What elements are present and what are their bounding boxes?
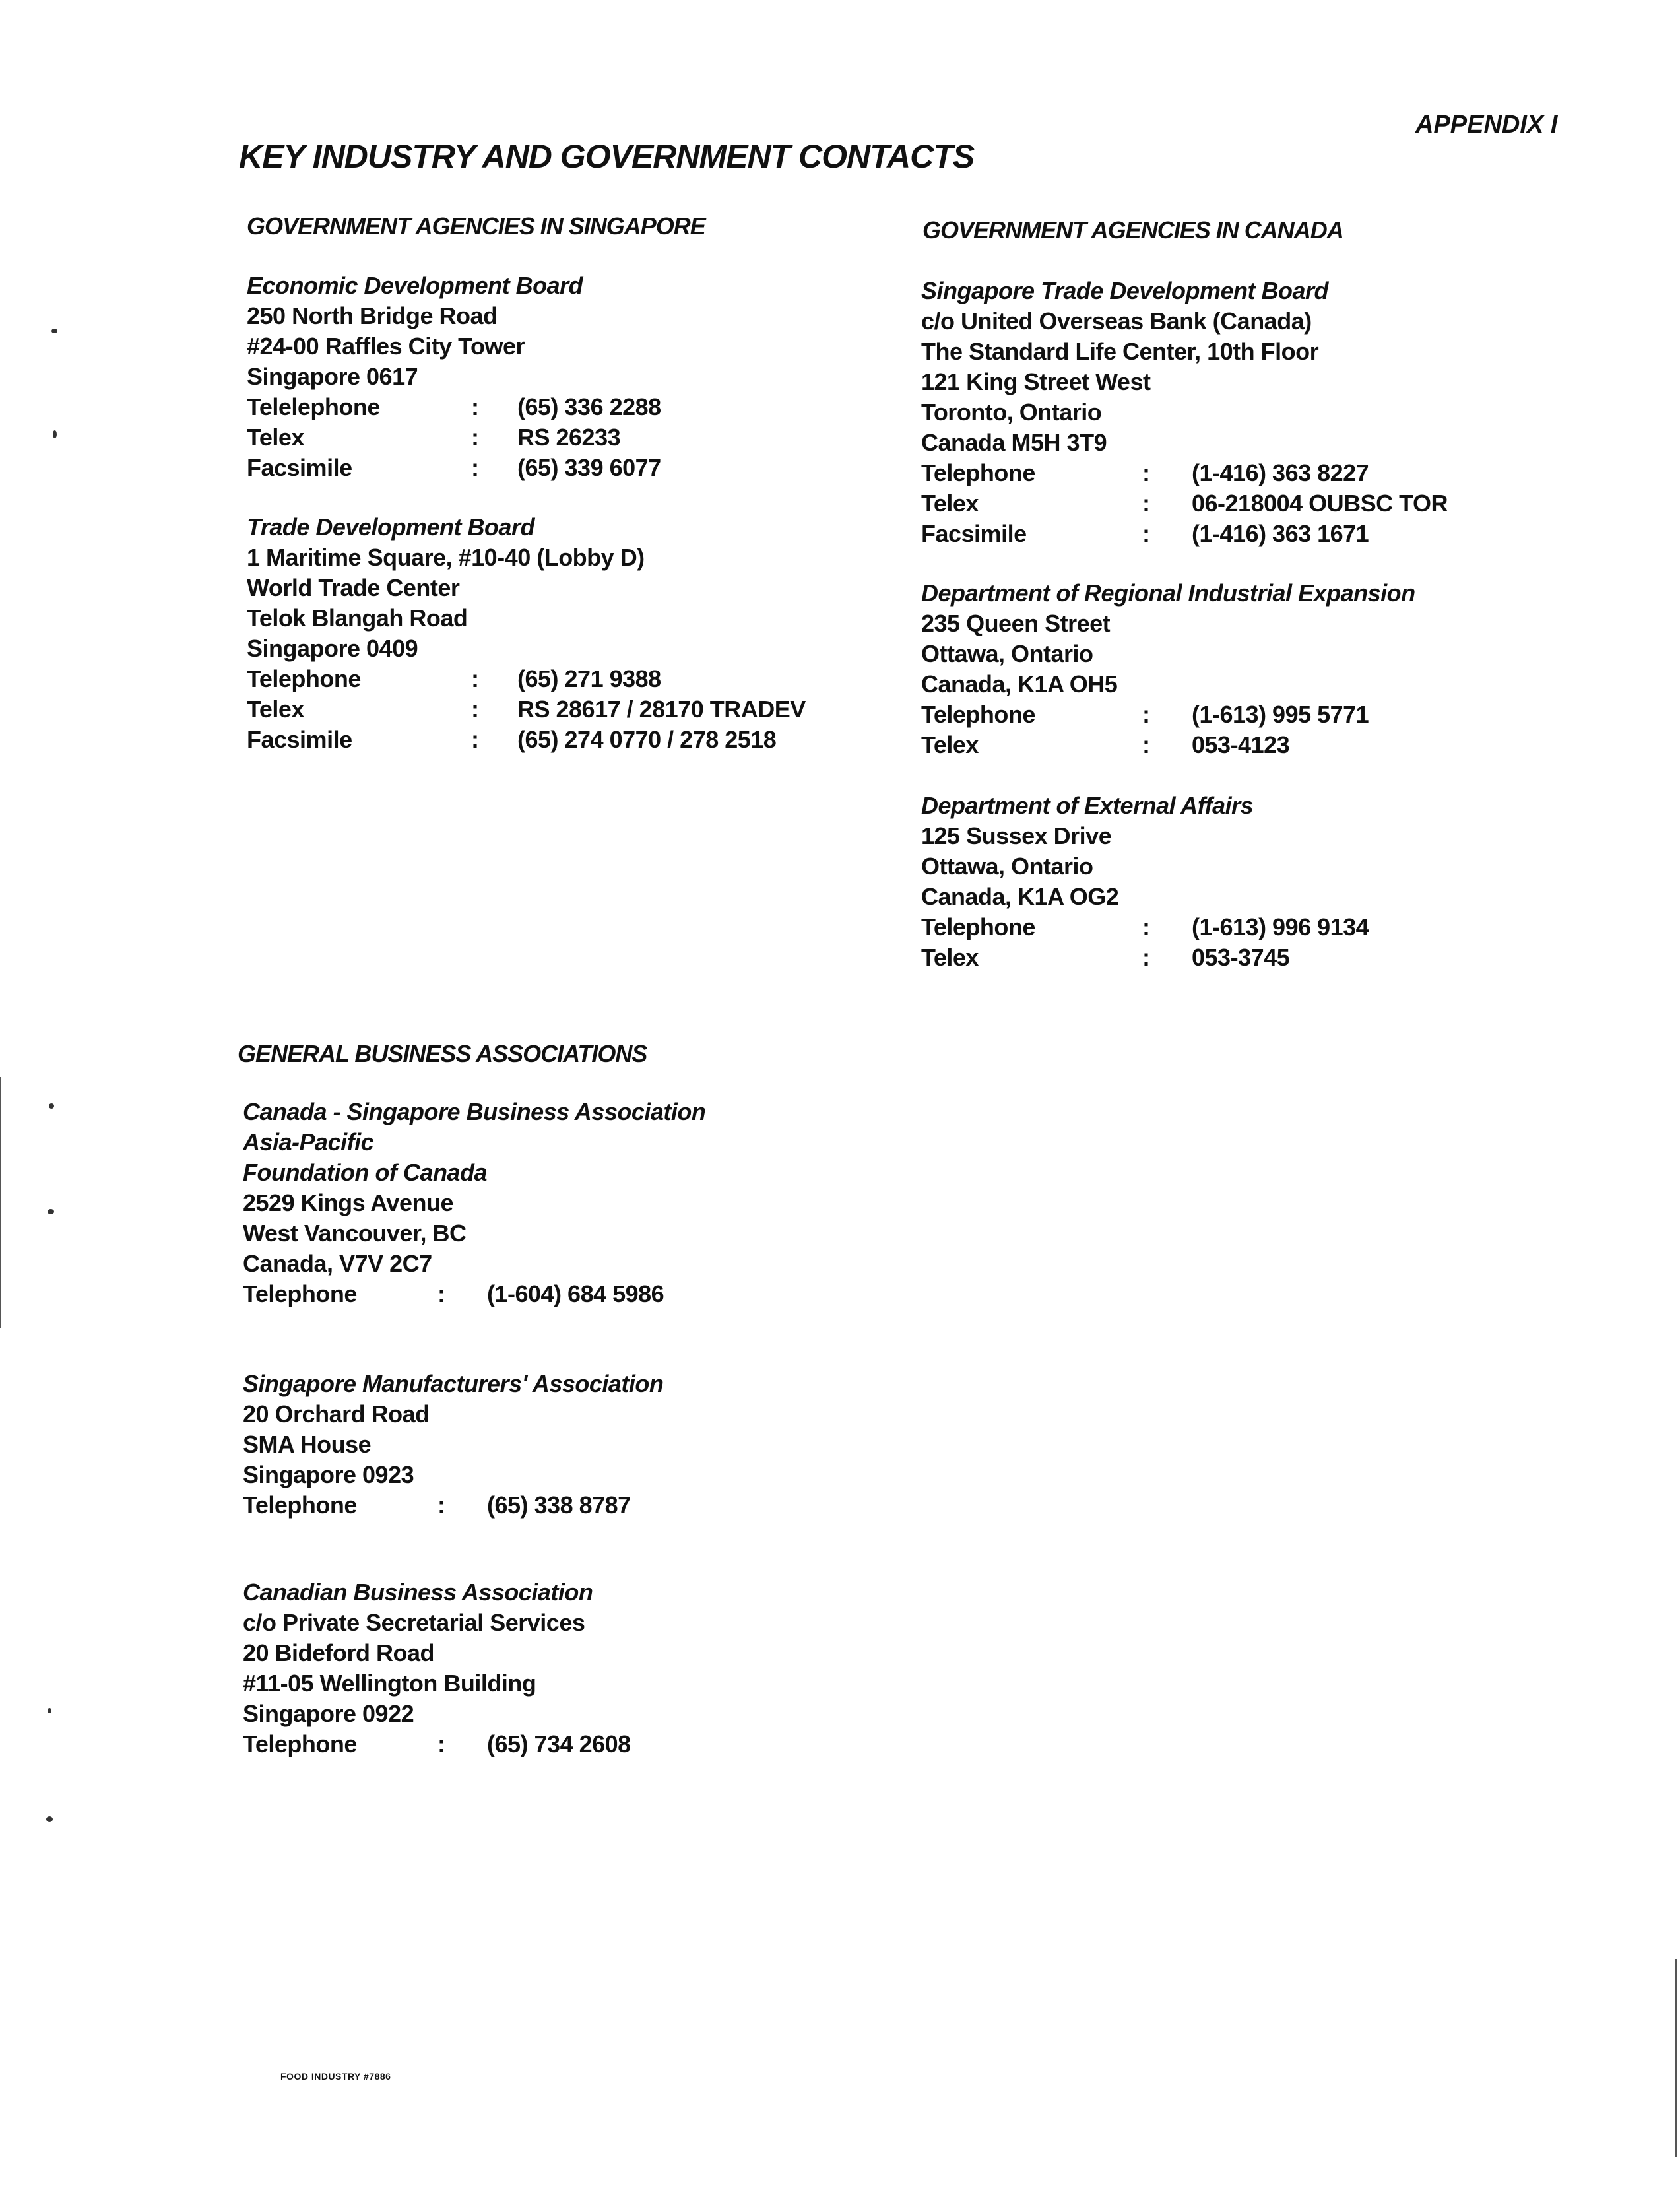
- separator: :: [471, 454, 479, 481]
- separator: :: [471, 696, 479, 723]
- address-line: West Vancouver, BC: [243, 1220, 467, 1247]
- contact-canada-singapore-business-association: [243, 1097, 705, 1309]
- separator: :: [437, 1280, 445, 1307]
- address-line: Ottawa, Ontario: [921, 640, 1093, 667]
- address-line: Canada, K1A OH5: [921, 671, 1118, 698]
- contact-row: [247, 664, 806, 694]
- contact-row: [247, 694, 806, 725]
- separator: :: [471, 393, 479, 420]
- telephone-label: Telephone: [921, 459, 1035, 486]
- org-name: Department of Regional Industrial Expansion: [921, 579, 1415, 607]
- telex-label: Telex: [921, 944, 979, 971]
- telephone-label: Telephone: [921, 913, 1035, 940]
- address-line: SMA House: [243, 1431, 372, 1458]
- telephone-value: (65) 271 9388: [517, 665, 661, 692]
- separator: :: [437, 1730, 445, 1757]
- contact-row: [247, 453, 661, 483]
- telex-value: RS 26233: [517, 424, 621, 451]
- org-name: Canadian Business Association: [243, 1579, 593, 1606]
- separator: :: [471, 665, 479, 692]
- address-line: Canada M5H 3T9: [921, 429, 1107, 456]
- contact-row: [921, 912, 1369, 942]
- contact-row: [243, 1729, 631, 1759]
- contact-row: [921, 942, 1369, 973]
- telex-value: 06-218004 OUBSC TOR: [1192, 490, 1448, 517]
- address-line: Toronto, Ontario: [921, 399, 1102, 426]
- contact-row: [921, 519, 1448, 549]
- telephone-label: Telephone: [243, 1492, 357, 1519]
- telex-label: Telex: [921, 490, 979, 517]
- contact-row: [243, 1279, 705, 1309]
- facsimile-label: Facsimile: [247, 454, 352, 481]
- org-name: Singapore Manufacturers' Association: [243, 1370, 664, 1397]
- telephone-value: (1-613) 995 5771: [1192, 701, 1369, 728]
- address-line: Singapore 0409: [247, 635, 418, 662]
- scan-speck: [51, 329, 57, 333]
- facsimile-label: Facsimile: [921, 520, 1027, 547]
- contact-canadian-business-association: [243, 1577, 631, 1759]
- heading-singapore: GOVERNMENT AGENCIES IN SINGAPORE: [247, 213, 705, 240]
- footer-code: FOOD INDUSTRY #7886: [280, 2071, 391, 2082]
- telephone-value: (65) 734 2608: [487, 1730, 631, 1757]
- telex-label: Telex: [921, 731, 979, 758]
- org-name: Foundation of Canada: [243, 1159, 487, 1186]
- separator: :: [1142, 520, 1150, 547]
- address-line: c/o United Overseas Bank (Canada): [921, 308, 1312, 335]
- facsimile-value: (65) 274 0770 / 278 2518: [517, 726, 777, 753]
- org-name: Department of External Affairs: [921, 792, 1254, 819]
- telex-value: 053-3745: [1192, 944, 1290, 971]
- separator: :: [471, 726, 479, 753]
- appendix-label: APPENDIX I: [1415, 111, 1558, 139]
- telephone-label: Telephone: [247, 665, 361, 692]
- telex-value: RS 28617 / 28170 TRADEV: [517, 696, 806, 723]
- telephone-label: Telephone: [243, 1730, 357, 1757]
- telephone-value: (1-604) 684 5986: [487, 1280, 664, 1307]
- address-line: Canada, K1A OG2: [921, 883, 1119, 910]
- scan-speck: [48, 1209, 54, 1214]
- telephone-label: Telephone: [243, 1280, 357, 1307]
- scan-speck: [49, 1103, 54, 1109]
- contact-department-regional-industrial-expansion: [921, 578, 1415, 760]
- telephone-label: Telephone: [921, 701, 1035, 728]
- contact-row: [921, 730, 1415, 760]
- address-line: 1 Maritime Square, #10-40 (Lobby D): [247, 544, 645, 571]
- separator: :: [1142, 944, 1150, 971]
- telephone-value: (65) 338 8787: [487, 1492, 631, 1519]
- address-line: 125 Sussex Drive: [921, 822, 1112, 849]
- telex-value: 053-4123: [1192, 731, 1290, 758]
- contact-row: [921, 700, 1415, 730]
- contact-row: [247, 725, 806, 755]
- contact-singapore-trade-development-board: [921, 276, 1448, 549]
- telephone-value: (65) 336 2288: [517, 393, 661, 420]
- org-name: Trade Development Board: [247, 513, 534, 541]
- contact-singapore-manufacturers-association: [243, 1369, 663, 1521]
- heading-business-associations: GENERAL BUSINESS ASSOCIATIONS: [238, 1040, 647, 1067]
- address-line: Telok Blangah Road: [247, 605, 468, 632]
- org-name: Canada - Singapore Business Association: [243, 1098, 706, 1125]
- page-title: KEY INDUSTRY AND GOVERNMENT CONTACTS: [239, 138, 975, 175]
- scan-edge: [0, 1077, 1, 1328]
- address-line: 121 King Street West: [921, 368, 1151, 395]
- facsimile-label: Facsimile: [247, 726, 352, 753]
- heading-canada: GOVERNMENT AGENCIES IN CANADA: [922, 216, 1343, 244]
- separator: :: [471, 424, 479, 451]
- address-line: #11-05 Wellington Building: [243, 1670, 536, 1697]
- org-name: Economic Development Board: [247, 272, 583, 299]
- address-line: The Standard Life Center, 10th Floor: [921, 338, 1319, 365]
- facsimile-value: (1-416) 363 1671: [1192, 520, 1369, 547]
- address-line: 20 Orchard Road: [243, 1400, 430, 1427]
- contact-trade-development-board: [247, 512, 806, 755]
- scan-speck: [53, 430, 57, 438]
- address-line: Singapore 0923: [243, 1461, 414, 1488]
- separator: :: [1142, 701, 1150, 728]
- address-line: Canada, V7V 2C7: [243, 1250, 432, 1277]
- separator: :: [1142, 459, 1150, 486]
- facsimile-value: (65) 339 6077: [517, 454, 661, 481]
- scan-edge: [1675, 1959, 1677, 2157]
- contact-department-external-affairs: [921, 791, 1369, 973]
- scan-speck: [46, 1816, 53, 1822]
- address-line: c/o Private Secretarial Services: [243, 1609, 585, 1636]
- address-line: Singapore 0922: [243, 1700, 414, 1727]
- address-line: #24-00 Raffles City Tower: [247, 333, 525, 360]
- address-line: 20 Bideford Road: [243, 1639, 435, 1666]
- address-line: Ottawa, Ontario: [921, 853, 1093, 880]
- separator: :: [1142, 490, 1150, 517]
- address-line: 2529 Kings Avenue: [243, 1189, 453, 1216]
- address-line: World Trade Center: [247, 574, 460, 601]
- contact-row: [921, 488, 1448, 519]
- contact-row: [243, 1490, 663, 1521]
- address-line: 250 North Bridge Road: [247, 302, 498, 329]
- telex-label: Telex: [247, 696, 304, 723]
- telephone-value: (1-613) 996 9134: [1192, 913, 1369, 940]
- separator: :: [1142, 731, 1150, 758]
- separator: :: [437, 1492, 445, 1519]
- separator: :: [1142, 913, 1150, 940]
- org-name: Asia-Pacific: [243, 1129, 374, 1156]
- address-line: Singapore 0617: [247, 363, 418, 390]
- telephone-label: Telelephone: [247, 393, 380, 420]
- contact-row: [247, 392, 661, 422]
- telephone-value: (1-416) 363 8227: [1192, 459, 1369, 486]
- org-name: Singapore Trade Development Board: [921, 277, 1328, 304]
- contact-row: [921, 458, 1448, 488]
- scan-speck: [48, 1708, 51, 1713]
- telex-label: Telex: [247, 424, 304, 451]
- contact-economic-development-board: [247, 271, 661, 483]
- contact-row: [247, 422, 661, 453]
- address-line: 235 Queen Street: [921, 610, 1111, 637]
